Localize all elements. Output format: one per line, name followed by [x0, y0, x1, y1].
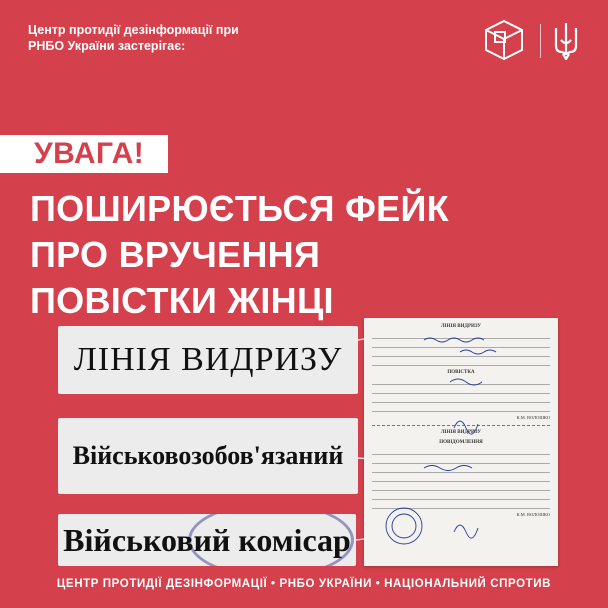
- doc-signature: К.М. ВОЛОШКО: [516, 415, 550, 420]
- doc-line: [372, 475, 550, 482]
- doc-line: [372, 457, 550, 464]
- doc-line: [372, 502, 550, 509]
- doc-line: [372, 350, 550, 357]
- doc-line: [372, 484, 550, 491]
- doc-section-notice: ПОВІДОМЛЕННЯ: [439, 440, 483, 445]
- headline-line-2: ПРО ВРУЧЕННЯ: [30, 234, 321, 275]
- doc-line: [372, 341, 550, 348]
- doc-line: [372, 378, 550, 385]
- clip-cut-line: [58, 326, 358, 394]
- warning-badge: УВАГА!: [0, 135, 168, 173]
- logo-divider: [540, 24, 541, 58]
- doc-section-summons: ПОВІСТКА: [447, 370, 475, 375]
- headline: [30, 186, 590, 324]
- doc-title: ЛІНІЯ ВИДРИЗУ: [440, 324, 482, 329]
- headline-line-3: ПОВІСТКИ ЖІНЦІ: [30, 280, 334, 321]
- doc-line: [372, 466, 550, 473]
- doc-line: [372, 405, 550, 412]
- header-line-1: Центр протидії дезінформації при: [28, 23, 239, 37]
- doc-line: [372, 387, 550, 394]
- summons-document: [364, 318, 558, 566]
- doc-line: [372, 332, 550, 339]
- header-text: [28, 22, 288, 54]
- clip-commissar: [58, 514, 356, 566]
- cube-logo-icon: [482, 18, 526, 62]
- footer-text: ЦЕНТР ПРОТИДІЇ ДЕЗІНФОРМАЦІЇ • РНБО УКРАЇНИ • НАЦІОНАЛЬНИЙ СПРОТИВ: [56, 578, 552, 590]
- doc-line: [372, 448, 550, 455]
- doc-cut-label: ЛІНІЯ ВИДРИЗУ: [440, 430, 482, 435]
- clip-commissar-text: Військовий комісар: [63, 521, 351, 558]
- trident-icon: [552, 20, 580, 62]
- doc-line: [372, 359, 550, 366]
- clip-conscript: [58, 418, 358, 494]
- header-line-2: РНБО України застерігає:: [28, 39, 186, 53]
- clip-cut-line-text: ЛІНІЯ ВИДРИЗУ: [73, 341, 343, 378]
- clip-conscript-text: Військовозобов'язаний: [72, 441, 344, 470]
- headline-line-1: ПОШИРЮЄТЬСЯ ФЕЙК: [30, 188, 449, 229]
- doc-line: [372, 396, 550, 403]
- doc-cut-line: [372, 425, 550, 426]
- doc-line: [372, 493, 550, 500]
- doc-signature-2: К.М. ВОЛОШКО: [516, 512, 550, 517]
